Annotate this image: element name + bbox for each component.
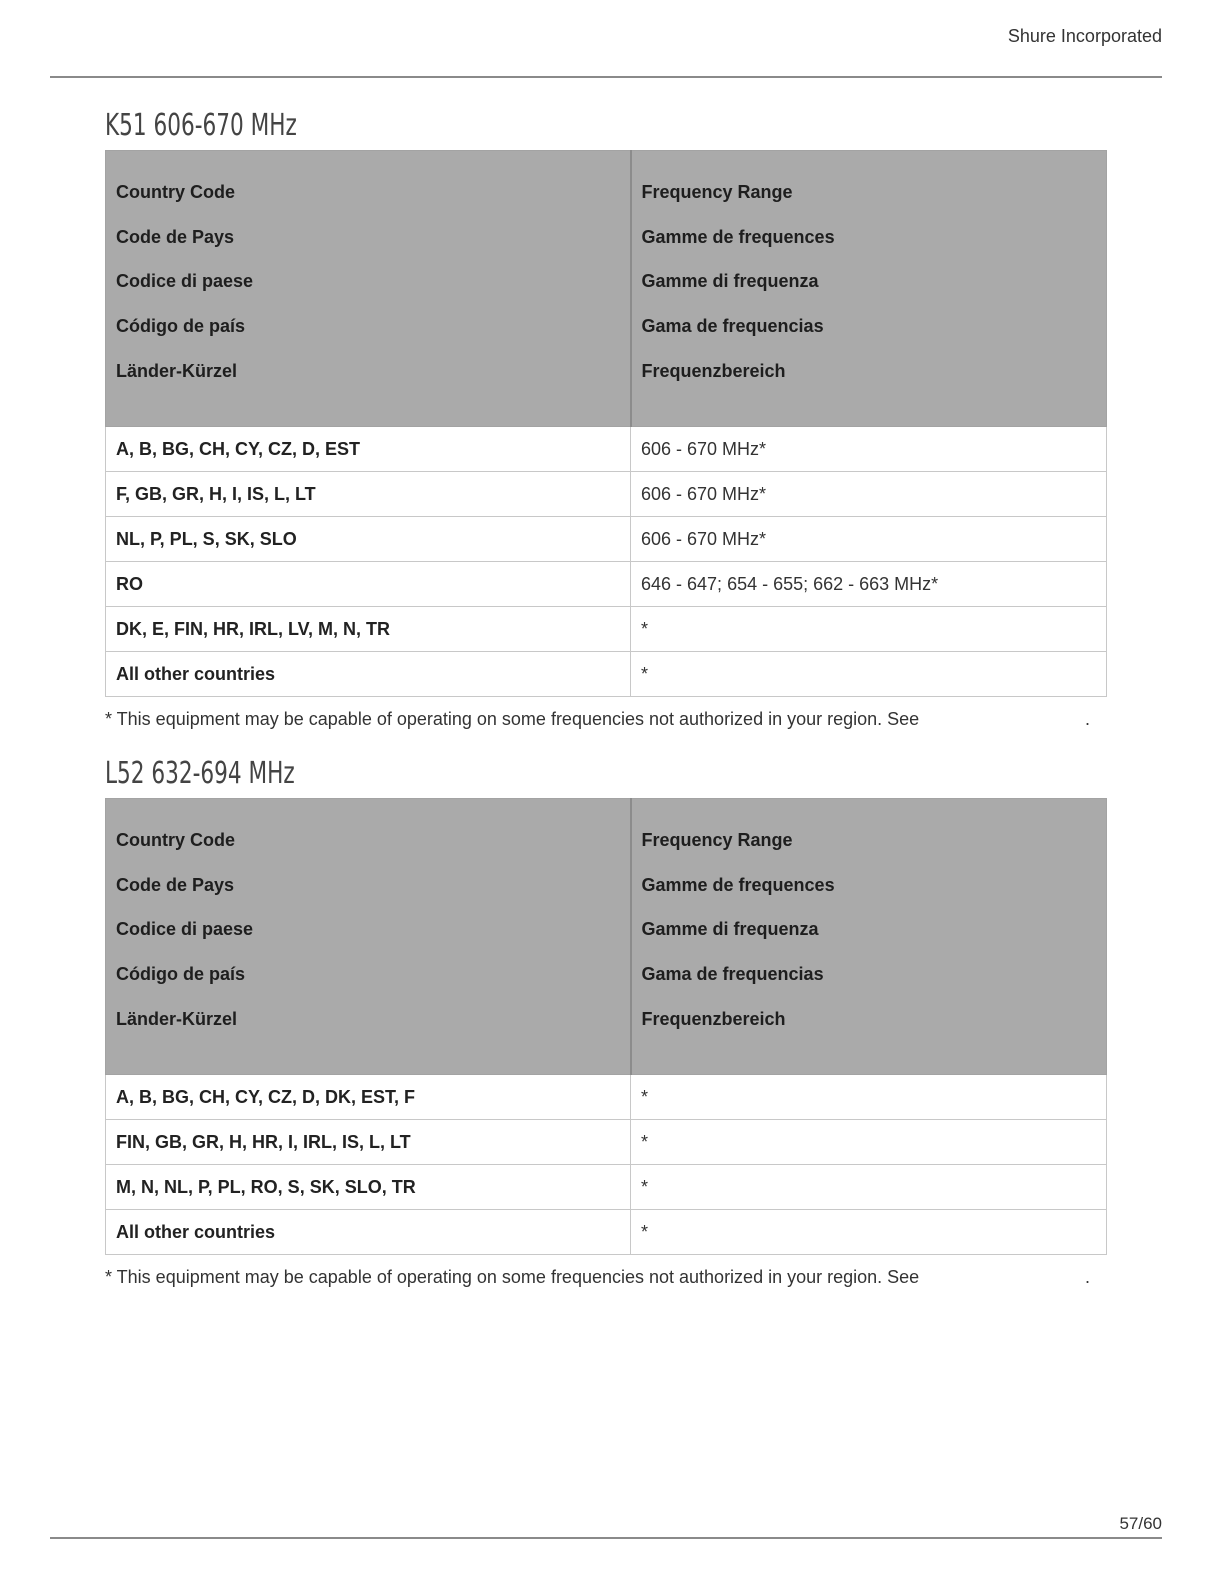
section-title: K51 606-670 MHz [105,108,297,143]
country-codes-cell: DK, E, FIN, HR, IRL, LV, M, N, TR [106,607,631,652]
section-k51 [105,102,1106,731]
header-label: Frequenzbereich [641,360,786,381]
header-label: Codice di paese [116,271,254,292]
table-row [106,607,1107,652]
country-codes-cell: A, B, BG, CH, CY, CZ, D, EST [106,427,631,472]
company-name: Shure Incorporated [1007,26,1162,46]
footnote [105,1267,1106,1289]
header-label: Gamme di frequenza [641,271,819,292]
header-label: Código de país [116,964,246,985]
country-codes-cell: All other countries [106,652,631,697]
header-label: Frequency Range [641,830,793,850]
frequency-range-cell: * [631,652,1107,697]
frequency-range-cell: * [631,1210,1107,1255]
footnote-end: . [1085,1267,1091,1288]
country-codes-cell: FIN, GB, GR, H, HR, I, IRL, IS, L, LT [106,1120,631,1165]
header-label: Gama de frequencias [641,964,824,985]
footnote-text: * This equipment may be capable of operating on some frequencies not authorized in your region. See [105,709,920,730]
frequency-range-cell: 606 - 670 MHz* [631,427,1107,472]
header-label: Gamme di frequenza [641,919,819,940]
country-codes-cell: A, B, BG, CH, CY, CZ, D, DK, EST, F [106,1075,631,1120]
country-codes-cell: M, N, NL, P, PL, RO, S, SK, SLO, TR [106,1165,631,1210]
footnote-text: * This equipment may be capable of operating on some frequencies not authorized in your region. See [105,1267,920,1288]
header-label: Country Code [116,182,235,202]
header-label: Code de Pays [116,226,235,247]
frequency-range-cell: 606 - 670 MHz* [631,472,1107,517]
header-label: Gamme de frequences [641,226,835,247]
table-row [106,1165,1107,1210]
header-divider [50,76,1162,78]
frequency-range-header [631,799,1107,1075]
country-codes-cell: RO [106,562,631,607]
table-row [106,562,1107,607]
country-codes-cell: NL, P, PL, S, SK, SLO [106,517,631,562]
page-number: 57/60 [1119,1514,1162,1533]
table-row [106,427,1107,472]
header-label: Gamme de frequences [641,874,835,895]
frequency-range-cell: 606 - 670 MHz* [631,517,1107,562]
header-label: Código de país [116,316,246,337]
table-row [106,1075,1107,1120]
country-codes-cell: F, GB, GR, H, I, IS, L, LT [106,472,631,517]
header-label: Country Code [116,830,235,850]
table-row [106,472,1107,517]
header-label: Gama de frequencias [641,316,824,337]
table-row [106,517,1107,562]
footnote [105,709,1106,731]
country-codes-cell: All other countries [106,1210,631,1255]
table-row [106,1120,1107,1165]
section-title: L52 632-694 MHz [105,756,295,791]
header-label: Codice di paese [116,919,254,940]
frequency-range-cell: 646 - 647; 654 - 655; 662 - 663 MHz* [631,562,1107,607]
country-code-header [106,151,631,427]
frequency-range-cell: * [631,1120,1107,1165]
footnote-end: . [1085,709,1091,730]
frequency-range-cell: * [631,1165,1107,1210]
frequency-table [105,150,1107,697]
header-label: Frequenzbereich [641,1008,786,1029]
frequency-range-cell: * [631,1075,1107,1120]
table-header-row [106,151,1107,427]
section-l52 [105,750,1106,1289]
header-label: Länder-Kürzel [116,1008,238,1029]
frequency-range-header [631,151,1107,427]
table-row [106,652,1107,697]
table-row [106,1210,1107,1255]
header-label: Länder-Kürzel [116,360,238,381]
country-code-header [106,799,631,1075]
footer-divider [50,1537,1162,1539]
header-label: Code de Pays [116,874,235,895]
table-header-row [106,799,1107,1075]
frequency-range-cell: * [631,607,1107,652]
header-label: Frequency Range [641,182,793,202]
frequency-table [105,798,1107,1255]
